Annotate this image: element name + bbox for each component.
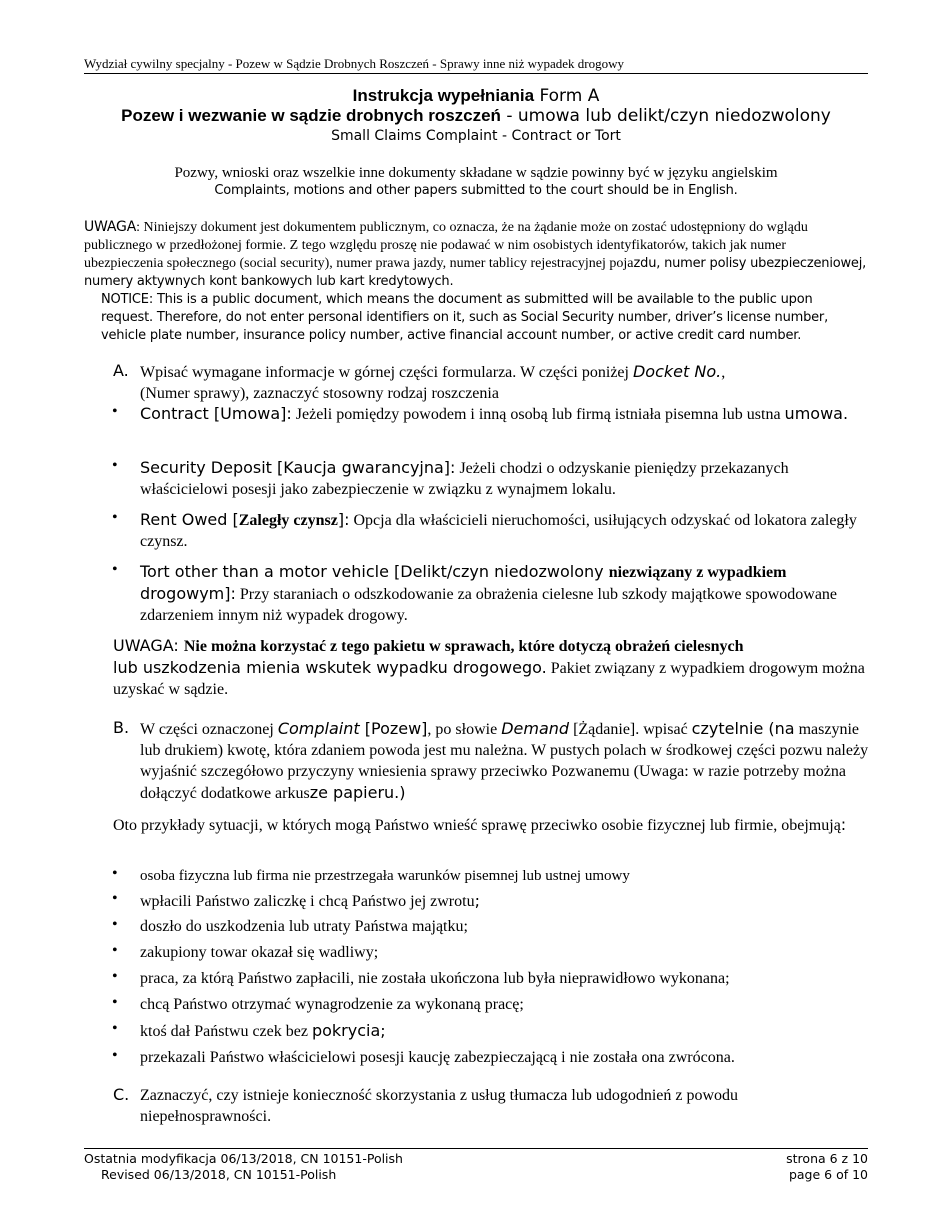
footer-revised-en: Revised 06/13/2018, CN 10151-Polish: [101, 1167, 337, 1182]
section-b-text-5: czytelnie (na: [691, 719, 795, 738]
example-item-text: wpłacili Państwo zaliczkę i chcą Państwo jej zwrotu: [140, 893, 475, 910]
section-a-text-end: (Numer sprawy), zaznaczyć stosowny rodzaj roszczenia: [140, 385, 499, 402]
page-number-en: page 6 of 10: [788, 1167, 868, 1182]
bullet: •: [112, 1047, 118, 1064]
example-item-tail: ;: [474, 891, 480, 910]
bullet-tort-label-end: drogowym]:: [140, 584, 236, 603]
example-item-tail: pokrycia;: [311, 1021, 386, 1040]
warning-sans-text: lub uszkodzenia mienia wskutek wypadku drogowego.: [113, 658, 547, 677]
example-item: zakupiony towar okazał się wadliwy;: [140, 944, 379, 961]
section-b-marker: B.: [113, 718, 130, 737]
language-notice: [84, 164, 868, 200]
bullet-tort-label-bold: niezwiązany z wypadkiem: [608, 564, 787, 581]
example-item: [140, 890, 870, 912]
bullet-tort-label: Tort other than a motor vehicle [Delikt/czyn niedozwolony: [140, 562, 609, 581]
section-b-text-7: ze papieru.): [309, 783, 406, 802]
bullet-contract-tail: umowa.: [784, 404, 849, 423]
warning-bold-text: Nie można korzystać z tego pakietu w sprawach, które dotyczą obrażeń cielesnych: [183, 638, 744, 655]
example-item: przekazali Państwo właścicielowi posesji kaucję zabezpieczającą i nie została ona zwrócona.: [140, 1049, 735, 1066]
bullet: •: [112, 561, 118, 578]
docket-label: Docket No.: [632, 362, 722, 381]
public-document-notice: [84, 218, 868, 345]
title-line-2-rest: - umowa lub delikt/czyn niedozwolony: [500, 106, 831, 126]
example-item: doszło do uszkodzenia lub utraty Państwa majątku;: [140, 918, 468, 935]
title-line-1: [84, 86, 868, 106]
bullet-tort-text: Przy staraniach o odszkodowanie za obrażenia cielesne lub szkody majątkowe spowodowane zdarzeniem innym niż wypadek drogowy.: [140, 586, 838, 624]
bullet-rent-owed-label-end: ]:: [337, 510, 350, 529]
section-b-text-2: [Pozew]: [359, 719, 428, 738]
bullet-security-deposit: [140, 457, 870, 500]
notice-en: [84, 291, 868, 345]
title-line-3: Small Claims Complaint - Contract or Tort: [331, 128, 621, 144]
notice-pl-text-tail: zdu, numer polisy ubezpieczeniowej, numery aktywnych kont bankowych lub kart kredytowych.: [84, 256, 867, 289]
bullet-rent-owed-label-bold: Zaległy czynsz: [238, 512, 338, 529]
example-item: chcą Państwo otrzymać wynagrodzenie za wykonaną pracę;: [140, 996, 524, 1013]
title-line-2-bold: Pozew i wezwanie w sądzie drobnych roszczeń: [121, 106, 501, 125]
language-notice-pl: Pozwy, wnioski oraz wszelkie inne dokumenty składane w sądzie powinny być w języku angielskim: [174, 165, 778, 181]
bullet: •: [112, 865, 118, 882]
bullet-rent-owed-label: Rent Owed [: [140, 510, 239, 529]
bullet-rent-owed: [140, 509, 870, 552]
title-line-2: [84, 106, 868, 126]
complaint-label: Complaint: [277, 719, 360, 738]
bullet: •: [112, 942, 118, 959]
language-notice-en: Complaints, motions and other papers submitted to the court should be in English.: [214, 183, 738, 198]
notice-pl: [84, 218, 868, 291]
section-a-warning: [113, 635, 870, 700]
notice-en-label: NOTICE: [101, 292, 149, 307]
example-item: praca, za którą Państwo zapłacili, nie została ukończona lub była nieprawidłowo wykonana;: [140, 970, 730, 987]
bullet-contract-text: Jeżeli pomiędzy powodem i inną osobą lub firmą istniała pisemna lub ustna: [291, 406, 785, 423]
footer-left: [84, 1151, 403, 1183]
bullet: •: [112, 916, 118, 933]
bullet-contract-label: Contract [Umowa]:: [140, 404, 292, 423]
section-a-comma: ,: [721, 364, 726, 381]
section-b-text-6: maszynie lub drukiem) kwotę, która zdaniem powoda jest mu należna. W pustych polach w środkowej części pozwu należy wyjaśnić szczegółowo przyczyny wniesienia sprawy przeciwko Pozwanemu (Uwaga: w razie potrzeby można dołączyć dodatkowe arkus: [140, 721, 869, 802]
warning-label: UWAGA:: [113, 636, 184, 655]
bullet-security-deposit-label: Security Deposit [Kaucja gwarancyjna]:: [140, 458, 456, 477]
bullet: •: [112, 509, 118, 526]
running-header: Wydział cywilny specjalny - Pozew w Sądzie Drobnych Roszczeń - Sprawy inne niż wypadek drogowy: [84, 56, 625, 71]
header-rule: [84, 73, 868, 74]
example-item: [140, 1020, 870, 1042]
example-item-text: ktoś dał Państwu czek bez: [140, 1023, 312, 1040]
examples-intro-text: Oto przykłady sytuacji, w których mogą Państwo wnieść sprawę przeciwko osobie fizycznej lub firmie, obejmują: [113, 817, 841, 834]
bullet-rent-owed-text: Opcja dla właścicieli nieruchomości, usiłujących odzyskać od lokatora zaległy czynsz.: [140, 512, 857, 550]
bullet: •: [112, 890, 118, 907]
title-line-1-bold: Instrukcja wypełniania: [352, 86, 535, 105]
title-block: [84, 86, 868, 146]
notice-en-text: : This is a public document, which means the document as submitted will be available to the public upon request. Therefore, do not enter personal identifiers on it, such as Social Security number, driver’s license number, vehicle plate number, insurance policy number, active financial account number, or active credit card number.: [101, 292, 829, 343]
section-b-text-3: , po słowie: [427, 721, 502, 738]
section-c-text: Zaznaczyć, czy istnieje konieczność skorzystania z usług tłumacza lub udogodnień z powodu niepełnosprawności.: [140, 1087, 739, 1125]
bullet: •: [112, 1020, 118, 1037]
example-item: osoba fizyczna lub firma nie przestrzegała warunków pisemnej lub ustnej umowy: [140, 868, 630, 884]
bullet-contract: [140, 403, 870, 425]
demand-label: Demand: [501, 719, 570, 738]
bullet: •: [112, 457, 118, 474]
section-b-text: [140, 718, 870, 804]
examples-intro-colon: :: [840, 815, 847, 834]
title-line-1-rest: Form A: [534, 86, 600, 106]
section-b-text-4: [Żądanie]. wpisać: [569, 721, 692, 738]
footer-right: [786, 1151, 868, 1183]
section-a-marker: A.: [113, 361, 129, 380]
footer-revised-pl: Ostatnia modyfikacja 06/13/2018, CN 10151-Polish: [84, 1151, 403, 1166]
section-a-text-start: Wpisać wymagane informacje w górnej części formularza. W części poniżej: [140, 364, 633, 381]
section-a-text: [140, 361, 870, 404]
bullet-tort: [140, 561, 870, 626]
notice-pl-label: UWAGA: [84, 219, 137, 235]
bullet: •: [112, 968, 118, 985]
footer-rule: [84, 1148, 868, 1149]
notice-pl-text: : Niniejszy dokument jest dokumentem publicznym, co oznacza, że na żądanie może on zostać udostępniony do wglądu publicznego w przedłożonej formie. Z tego względu proszę nie podawać w nim osobistych identyfikatorów, takich jak numer ubezpieczenia społecznego (social security), numer prawa jazdy, numer tablicy rejestracyjnej poja: [84, 220, 808, 271]
section-b-text-1: W części oznaczonej: [140, 721, 278, 738]
bullet-security-deposit-text: Jeżeli chodzi o odzyskanie pieniędzy przekazanych właścicielowi posesji jako zabezpieczenie w związku z wynajmem lokalu.: [140, 460, 789, 498]
bullet: •: [112, 403, 118, 420]
examples-intro: [113, 814, 870, 836]
warning-rest-text: Pakiet związany z wypadkiem drogowym można uzyskać w sądzie.: [113, 660, 865, 698]
bullet: •: [112, 994, 118, 1011]
page-number-pl: strona 6 z 10: [786, 1151, 868, 1166]
section-c-marker: C.: [113, 1085, 130, 1104]
